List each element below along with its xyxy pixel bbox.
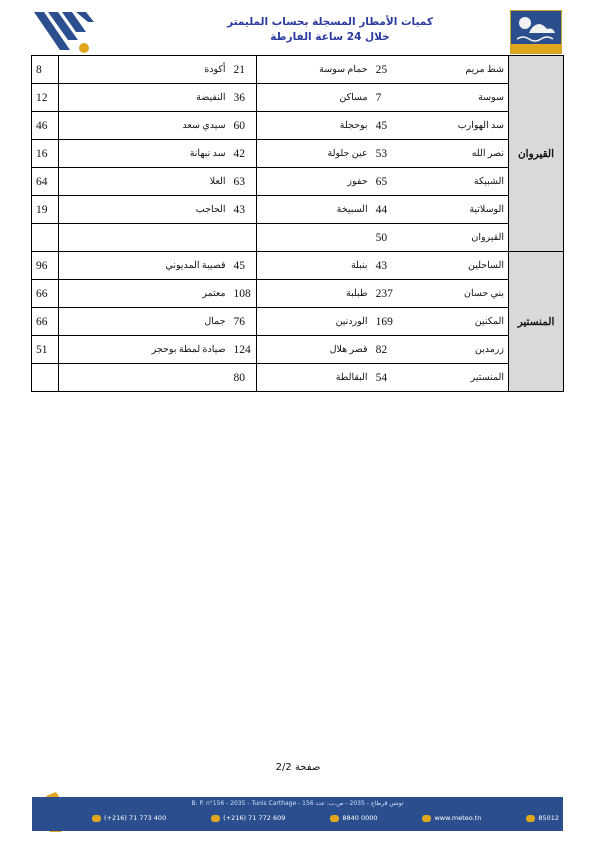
freephone-icon <box>330 815 339 822</box>
station-name: معتمر <box>59 280 230 308</box>
station-value: 7 <box>372 84 398 112</box>
station-name: البقالطة <box>256 364 372 392</box>
station-name: الوردنين <box>256 308 372 336</box>
station-value: 96 <box>32 252 59 280</box>
table-row <box>32 224 564 252</box>
code-item <box>526 814 559 822</box>
report-subtitle: خلال 24 ساعة الفارطة <box>270 31 390 43</box>
footer-address: B. P. n°156 - 2035 - Tunis Carthage - تونس قرطاج - 2035 - ص.ب. عدد 156 <box>191 800 404 807</box>
station-name: سد نبهانة <box>59 140 230 168</box>
footer-bar <box>32 797 563 831</box>
station-name: بنبلة <box>256 252 372 280</box>
table-row <box>32 168 564 196</box>
station-value: 12 <box>32 84 59 112</box>
station-value: 45 <box>230 252 257 280</box>
freephone-item <box>330 814 377 822</box>
station-name: العلا <box>59 168 230 196</box>
weather-emblem-icon <box>511 11 561 45</box>
station-value: 108 <box>230 280 257 308</box>
station-value: 45 <box>372 112 398 140</box>
globe-icon <box>422 815 431 822</box>
station-value: 63 <box>230 168 257 196</box>
station-value: 53 <box>372 140 398 168</box>
website-text: www.meteo.tn <box>434 814 482 822</box>
phone1-item <box>92 814 166 822</box>
station-name: قصيبة المديوني <box>59 252 230 280</box>
station-name: الحاجب <box>59 196 230 224</box>
governorate-label: القيروان <box>509 56 564 252</box>
table-row <box>32 252 564 280</box>
station-name: زرمدين <box>398 336 509 364</box>
station-name: حمام سوسة <box>256 56 372 84</box>
freephone-text: 8840 0000 <box>342 814 378 822</box>
station-value: 8 <box>32 56 59 84</box>
report-title: كميات الأمطار المسجلة بحساب المليمتر <box>227 16 433 28</box>
station-name: شط مريم <box>398 56 509 84</box>
table-row <box>32 364 564 392</box>
station-name: المنستير <box>398 364 509 392</box>
station-name: القيروان <box>398 224 509 252</box>
station-name <box>59 364 230 392</box>
station-value: 65 <box>372 168 398 196</box>
station-value: 76 <box>230 308 257 336</box>
code-text: 85012 <box>538 814 559 822</box>
phone2-item <box>211 814 285 822</box>
phone2-text: (+216) 71 772 609 <box>223 814 286 822</box>
station-value: 64 <box>32 168 59 196</box>
stripes-logo-icon <box>32 10 94 58</box>
station-value: 237 <box>372 280 398 308</box>
station-name <box>256 224 372 252</box>
station-value <box>230 224 257 252</box>
station-name <box>59 224 230 252</box>
station-name: أكودة <box>59 56 230 84</box>
station-name: الوسلاتية <box>398 196 509 224</box>
station-value: 25 <box>372 56 398 84</box>
station-value: 54 <box>372 364 398 392</box>
table-row <box>32 336 564 364</box>
table-row <box>32 112 564 140</box>
mail-icon <box>526 815 535 822</box>
station-value: 43 <box>372 252 398 280</box>
station-name: بني حسان <box>398 280 509 308</box>
station-name: الساحلين <box>398 252 509 280</box>
station-value <box>32 224 59 252</box>
governorate-label: المنستير <box>509 252 564 392</box>
station-name: جمال <box>59 308 230 336</box>
station-value: 42 <box>230 140 257 168</box>
institute-logo-icon <box>510 10 562 54</box>
station-name: الشبيكة <box>398 168 509 196</box>
station-value: 66 <box>32 308 59 336</box>
table-row <box>32 308 564 336</box>
station-value: 36 <box>230 84 257 112</box>
rainfall-table <box>31 55 564 392</box>
table-row <box>32 84 564 112</box>
phone1-text: (+216) 71 773 400 <box>104 814 167 822</box>
footer-contacts <box>92 814 559 822</box>
station-value: 50 <box>372 224 398 252</box>
table-row <box>32 56 564 84</box>
station-name: طبلبة <box>256 280 372 308</box>
station-value: 60 <box>230 112 257 140</box>
station-value: 80 <box>230 364 257 392</box>
table-row <box>32 280 564 308</box>
table-row <box>32 196 564 224</box>
phone-icon <box>92 815 101 822</box>
table-row <box>32 140 564 168</box>
station-name: عين جلولة <box>256 140 372 168</box>
station-name: صيادة لمطة بوحجر <box>59 336 230 364</box>
station-value: 19 <box>32 196 59 224</box>
page-number: صفحة 2/2 <box>275 762 321 773</box>
station-value: 66 <box>32 280 59 308</box>
station-value: 51 <box>32 336 59 364</box>
station-name: المكنين <box>398 308 509 336</box>
station-value: 82 <box>372 336 398 364</box>
station-value: 46 <box>32 112 59 140</box>
station-value: 21 <box>230 56 257 84</box>
station-value: 43 <box>230 196 257 224</box>
station-name: مساكن <box>256 84 372 112</box>
station-value: 169 <box>372 308 398 336</box>
station-value: 16 <box>32 140 59 168</box>
station-name: نصر الله <box>398 140 509 168</box>
station-name: سيدي سعد <box>59 112 230 140</box>
website-item <box>422 814 481 822</box>
station-value: 124 <box>230 336 257 364</box>
station-name: قصر هلال <box>256 336 372 364</box>
station-name: سوسة <box>398 84 509 112</box>
station-value: 44 <box>372 196 398 224</box>
station-name: حفوز <box>256 168 372 196</box>
fax-icon <box>211 815 220 822</box>
station-value <box>32 364 59 392</box>
station-name: سد الهوارب <box>398 112 509 140</box>
station-name: بوحجلة <box>256 112 372 140</box>
station-name: النفيضة <box>59 84 230 112</box>
station-name: السبيخة <box>256 196 372 224</box>
